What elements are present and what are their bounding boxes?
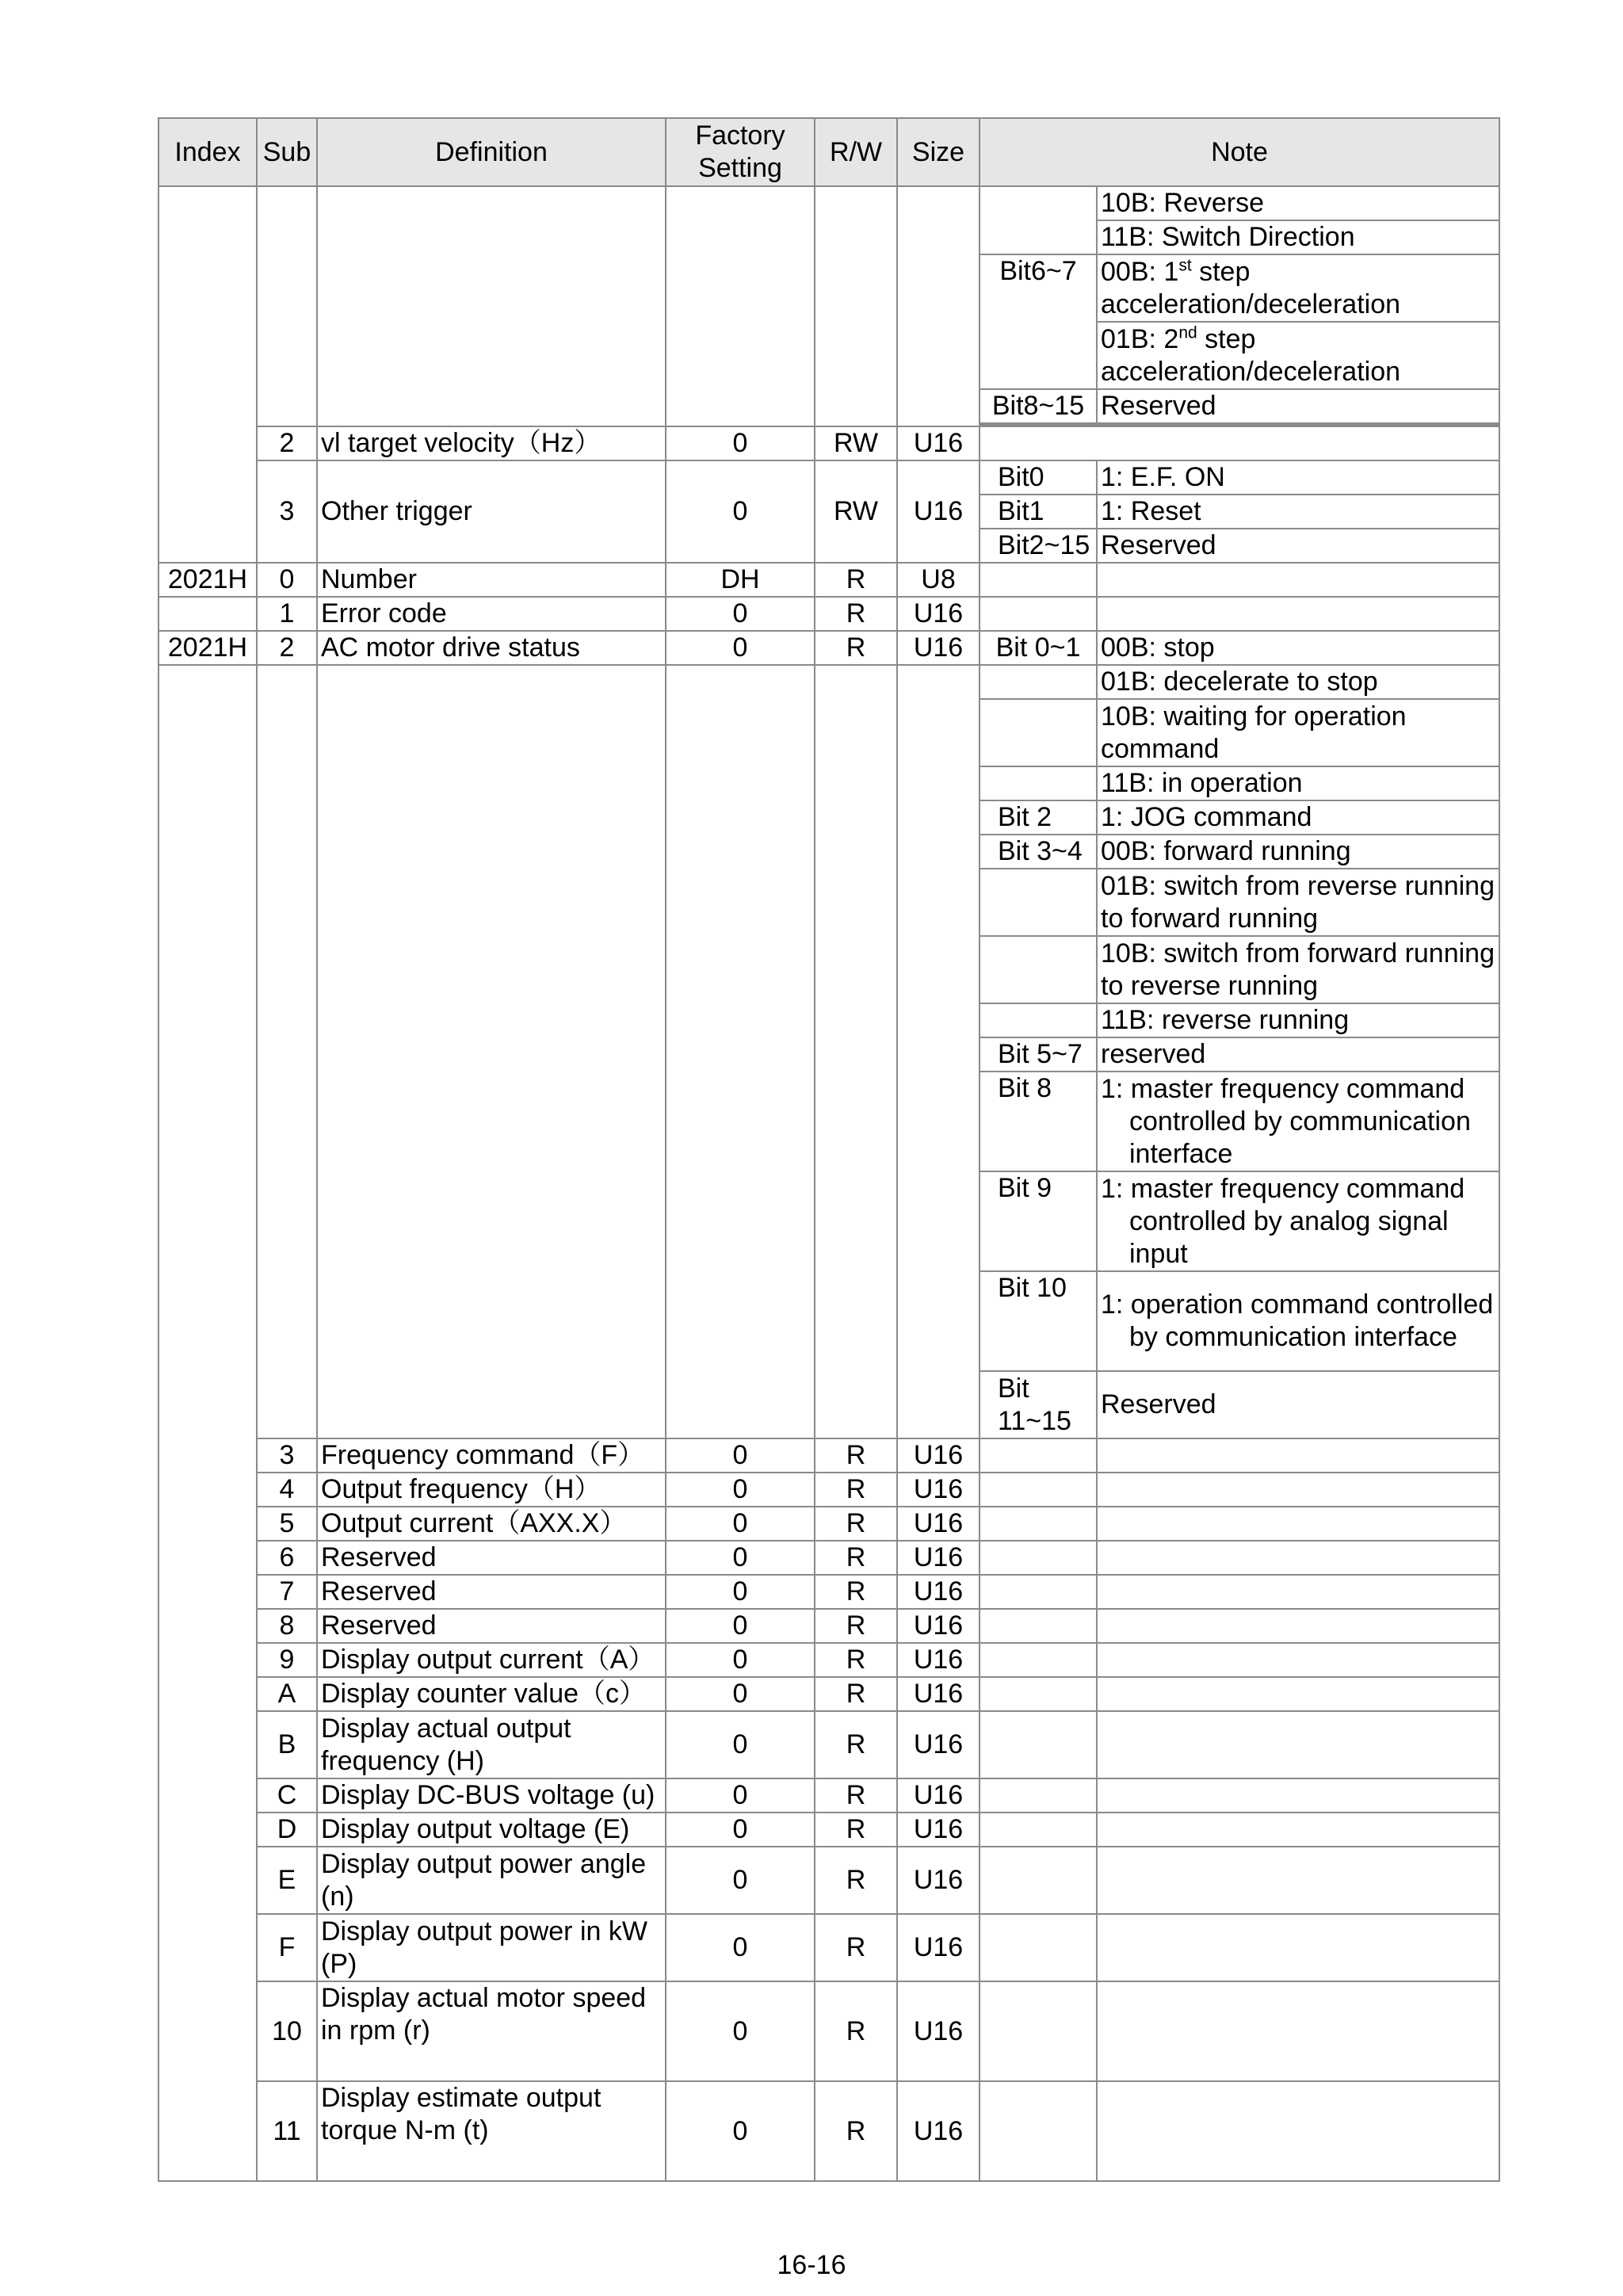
definition-cell: Output current（AXX.X） — [317, 1507, 666, 1541]
definition-cell: Display actual motor speed in rpm (r) — [317, 1981, 666, 2081]
rw-cell: R — [815, 631, 897, 665]
rw-cell: RW — [815, 426, 897, 460]
sub-cell: 7 — [257, 1575, 317, 1609]
note-cell: 01B: decelerate to stop — [1097, 665, 1499, 699]
factory-cell: 0 — [666, 1507, 815, 1541]
parameter-table-container — [158, 117, 1499, 2182]
note-cell — [1097, 1677, 1499, 1711]
size-cell: U16 — [897, 631, 980, 665]
note-cell: 10B: switch from forward running to reverse running — [1097, 936, 1499, 1003]
note-cell: 00B: forward running — [1097, 835, 1499, 869]
sub-cell — [257, 665, 317, 1438]
table-row — [158, 1575, 1499, 1609]
rw-cell: R — [815, 1507, 897, 1541]
note-cell: 11B: Switch Direction — [1097, 220, 1499, 254]
rw-cell: R — [815, 1914, 897, 1981]
bit-cell — [980, 563, 1097, 597]
note-cell — [1097, 1778, 1499, 1813]
rw-cell: R — [815, 1438, 897, 1473]
sub-cell: 6 — [257, 1541, 317, 1575]
note-cell: Reserved — [1097, 1371, 1499, 1438]
size-cell: U8 — [897, 563, 980, 597]
sub-cell: 9 — [257, 1643, 317, 1677]
header-size: Size — [897, 118, 980, 186]
factory-cell: DH — [666, 563, 815, 597]
table-row — [158, 460, 1499, 495]
note-cell — [1097, 1473, 1499, 1507]
factory-cell: 0 — [666, 1813, 815, 1847]
sub-cell: 4 — [257, 1473, 317, 1507]
header-rw: R/W — [815, 118, 897, 186]
bit-cell — [980, 186, 1097, 254]
rw-cell: R — [815, 1778, 897, 1813]
definition-cell — [317, 665, 666, 1438]
definition-cell: Display estimate output torque N-m (t) — [317, 2081, 666, 2181]
size-cell: U16 — [897, 1677, 980, 1711]
table-header-row — [158, 118, 1499, 186]
header-factory-line2: Setting — [698, 153, 782, 183]
bit-cell — [980, 597, 1097, 631]
note-cell — [1097, 597, 1499, 631]
table-row — [158, 1473, 1499, 1507]
note-cell: 1: master frequency command controlled by analog signal input — [1097, 1171, 1499, 1271]
table-row — [158, 1914, 1499, 1981]
rw-cell: R — [815, 1981, 897, 2081]
size-cell: U16 — [897, 1643, 980, 1677]
size-cell: U16 — [897, 460, 980, 563]
definition-cell: Display output power in kW (P) — [317, 1914, 666, 1981]
bit-cell — [980, 1507, 1097, 1541]
table-row — [158, 1847, 1499, 1914]
size-cell: U16 — [897, 1778, 980, 1813]
note-cell — [1097, 1847, 1499, 1914]
sub-cell: E — [257, 1847, 317, 1914]
factory-cell: 0 — [666, 1643, 815, 1677]
bit-cell — [980, 1609, 1097, 1643]
rw-cell: R — [815, 1677, 897, 1711]
bit-cell — [980, 1438, 1097, 1473]
header-index: Index — [158, 118, 257, 186]
bit-cell — [980, 936, 1097, 1003]
table-row — [158, 186, 1499, 220]
rw-cell: R — [815, 563, 897, 597]
bit-cell — [980, 699, 1097, 766]
bit-cell: Bit 9 — [980, 1171, 1097, 1271]
rw-cell — [815, 665, 897, 1438]
size-cell: U16 — [897, 1711, 980, 1778]
rw-cell: R — [815, 1643, 897, 1677]
header-definition: Definition — [317, 118, 666, 186]
note-cell: 1: master frequency command controlled by communication interface — [1097, 1072, 1499, 1171]
rw-cell: R — [815, 1609, 897, 1643]
header-sub: Sub — [257, 118, 317, 186]
rw-cell: R — [815, 1541, 897, 1575]
note-cell: 11B: reverse running — [1097, 1003, 1499, 1037]
factory-cell: 0 — [666, 426, 815, 460]
sub-cell: D — [257, 1813, 317, 1847]
note-cell: 1: Reset — [1097, 495, 1499, 529]
sub-cell: 3 — [257, 1438, 317, 1473]
note-cell: 10B: Reverse — [1097, 186, 1499, 220]
bit-cell: Bit 3~4 — [980, 835, 1097, 869]
note-cell: 01B: switch from reverse running to forward running — [1097, 869, 1499, 936]
sub-cell: 0 — [257, 563, 317, 597]
definition-cell: vl target velocity（Hz） — [317, 426, 666, 460]
factory-cell: 0 — [666, 1677, 815, 1711]
note-cell: reserved — [1097, 1037, 1499, 1072]
table-row — [158, 597, 1499, 631]
size-cell: U16 — [897, 1541, 980, 1575]
definition-cell: Display DC-BUS voltage (u) — [317, 1778, 666, 1813]
definition-cell: Display counter value（c） — [317, 1677, 666, 1711]
definition-cell: Reserved — [317, 1541, 666, 1575]
rw-cell — [815, 186, 897, 426]
rw-cell: RW — [815, 460, 897, 563]
bit-cell — [980, 1847, 1097, 1914]
factory-cell: 0 — [666, 1438, 815, 1473]
note-cell — [1097, 1914, 1499, 1981]
size-cell: U16 — [897, 1914, 980, 1981]
rw-cell: R — [815, 1847, 897, 1914]
sub-cell: A — [257, 1677, 317, 1711]
bit-cell: Bit 0~1 — [980, 631, 1097, 665]
bit-cell — [980, 1677, 1097, 1711]
rw-cell: R — [815, 1711, 897, 1778]
rw-cell: R — [815, 2081, 897, 2181]
bit-cell — [980, 1914, 1097, 1981]
note-cell — [1097, 1813, 1499, 1847]
note-cell — [1097, 1711, 1499, 1778]
table-row — [158, 426, 1499, 460]
table-row — [158, 1813, 1499, 1847]
definition-cell — [317, 186, 666, 426]
definition-cell: Display output current（A） — [317, 1643, 666, 1677]
note-cell — [1097, 1981, 1499, 2081]
bit-cell — [980, 1711, 1097, 1778]
size-cell: U16 — [897, 2081, 980, 2181]
rw-cell: R — [815, 597, 897, 631]
sub-cell: 2 — [257, 426, 317, 460]
bit-cell — [980, 869, 1097, 936]
factory-cell: 0 — [666, 1914, 815, 1981]
note-cell — [1097, 2081, 1499, 2181]
table-row — [158, 1507, 1499, 1541]
size-cell: U16 — [897, 1609, 980, 1643]
note-cell — [980, 426, 1499, 460]
header-factory-line1: Factory — [695, 120, 785, 151]
size-cell: U16 — [897, 1981, 980, 2081]
sub-cell — [257, 186, 317, 426]
table-row — [158, 2081, 1499, 2181]
index-cell — [158, 186, 257, 563]
rw-cell: R — [815, 1575, 897, 1609]
factory-cell: 0 — [666, 1778, 815, 1813]
table-row — [158, 563, 1499, 597]
bit-cell — [980, 1981, 1097, 2081]
factory-cell: 0 — [666, 1981, 815, 2081]
note-text: step acceleration/deceleration — [1101, 323, 1401, 387]
definition-cell: Other trigger — [317, 460, 666, 563]
table-row — [158, 1981, 1499, 2081]
sub-cell: 2 — [257, 631, 317, 665]
factory-cell: 0 — [666, 460, 815, 563]
size-cell: U16 — [897, 1813, 980, 1847]
rw-cell: R — [815, 1813, 897, 1847]
factory-cell: 0 — [666, 1473, 815, 1507]
definition-cell: Error code — [317, 597, 666, 631]
note-cell: 00B: stop — [1097, 631, 1499, 665]
bit-cell: Bit 10 — [980, 1271, 1097, 1371]
bit-cell — [980, 1473, 1097, 1507]
definition-cell: AC motor drive status — [317, 631, 666, 665]
bit-cell: Bit 2 — [980, 800, 1097, 835]
note-cell — [1097, 563, 1499, 597]
factory-cell: 0 — [666, 1847, 815, 1914]
note-superscript: nd — [1178, 323, 1197, 342]
bit-cell: Bit 11~15 — [980, 1371, 1097, 1438]
bit-cell — [980, 1575, 1097, 1609]
note-cell — [1097, 322, 1499, 389]
size-cell: U16 — [897, 1473, 980, 1507]
factory-cell: 0 — [666, 2081, 815, 2181]
bit-cell — [980, 1778, 1097, 1813]
bit-cell: Bit2~15 — [980, 529, 1097, 563]
index-cell: 2021H — [158, 563, 257, 597]
factory-cell: 0 — [666, 631, 815, 665]
note-text: 00B: 1 — [1101, 256, 1179, 287]
note-cell — [1097, 1438, 1499, 1473]
definition-cell: Reserved — [317, 1575, 666, 1609]
table-row — [158, 1541, 1499, 1575]
sub-cell: 3 — [257, 460, 317, 563]
size-cell: U16 — [897, 597, 980, 631]
factory-cell: 0 — [666, 1575, 815, 1609]
note-cell: 1: JOG command — [1097, 800, 1499, 835]
definition-cell: Frequency command（F） — [317, 1438, 666, 1473]
index-cell — [158, 597, 257, 631]
size-cell: U16 — [897, 1507, 980, 1541]
rw-cell: R — [815, 1473, 897, 1507]
size-cell: U16 — [897, 1438, 980, 1473]
note-cell — [1097, 254, 1499, 322]
definition-cell: Output frequency（H） — [317, 1473, 666, 1507]
bit-cell — [980, 2081, 1097, 2181]
note-cell: Reserved — [1097, 529, 1499, 563]
note-cell — [1097, 1541, 1499, 1575]
sub-cell: B — [257, 1711, 317, 1778]
sub-cell: C — [257, 1778, 317, 1813]
parameter-table — [158, 117, 1500, 2182]
table-row — [158, 1711, 1499, 1778]
sub-cell: 1 — [257, 597, 317, 631]
bit-cell — [980, 1541, 1097, 1575]
index-cell — [158, 665, 257, 2181]
definition-cell: Reserved — [317, 1609, 666, 1643]
definition-cell: Display output voltage (E) — [317, 1813, 666, 1847]
size-cell: U16 — [897, 1847, 980, 1914]
note-superscript: st — [1178, 256, 1192, 275]
note-cell: Reserved — [1097, 389, 1499, 423]
note-cell — [1097, 1609, 1499, 1643]
note-cell — [1097, 1507, 1499, 1541]
table-row — [158, 1643, 1499, 1677]
size-cell — [897, 186, 980, 426]
size-cell: U16 — [897, 1575, 980, 1609]
factory-cell: 0 — [666, 1541, 815, 1575]
note-text: 01B: 2 — [1101, 323, 1179, 354]
table-row — [158, 665, 1499, 699]
bit-cell — [980, 1643, 1097, 1677]
note-cell: 1: E.F. ON — [1097, 460, 1499, 495]
definition-cell: Display output power angle (n) — [317, 1847, 666, 1914]
sub-cell: 8 — [257, 1609, 317, 1643]
factory-cell — [666, 186, 815, 426]
header-note: Note — [980, 118, 1499, 186]
header-factory-setting — [666, 118, 815, 186]
sub-cell: 11 — [257, 2081, 317, 2181]
sub-cell: 10 — [257, 1981, 317, 2081]
bit-cell — [980, 1813, 1097, 1847]
factory-cell — [666, 665, 815, 1438]
page-number: 16-16 — [777, 2250, 846, 2280]
bit-cell: Bit6~7 — [980, 254, 1097, 389]
note-text: step acceleration/deceleration — [1101, 256, 1401, 319]
bit-cell: Bit8~15 — [980, 389, 1097, 423]
index-cell: 2021H — [158, 631, 257, 665]
sub-cell: F — [257, 1914, 317, 1981]
note-cell: 10B: waiting for operation command — [1097, 699, 1499, 766]
definition-cell: Display actual output frequency (H) — [317, 1711, 666, 1778]
bit-cell: Bit0 — [980, 460, 1097, 495]
note-cell: 11B: in operation — [1097, 766, 1499, 800]
bit-cell — [980, 665, 1097, 699]
bit-cell — [980, 1003, 1097, 1037]
note-cell — [1097, 1575, 1499, 1609]
sub-cell: 5 — [257, 1507, 317, 1541]
size-cell — [897, 665, 980, 1438]
bit-cell — [980, 766, 1097, 800]
table-row — [158, 1438, 1499, 1473]
table-row — [158, 1677, 1499, 1711]
table-row — [158, 1609, 1499, 1643]
factory-cell: 0 — [666, 1609, 815, 1643]
note-cell — [1097, 1643, 1499, 1677]
bit-cell: Bit 5~7 — [980, 1037, 1097, 1072]
table-row — [158, 631, 1499, 665]
size-cell: U16 — [897, 426, 980, 460]
bit-cell: Bit1 — [980, 495, 1097, 529]
note-cell: 1: operation command controlled by communication interface — [1097, 1271, 1499, 1371]
table-row — [158, 1778, 1499, 1813]
bit-cell: Bit 8 — [980, 1072, 1097, 1171]
factory-cell: 0 — [666, 597, 815, 631]
definition-cell: Number — [317, 563, 666, 597]
factory-cell: 0 — [666, 1711, 815, 1778]
